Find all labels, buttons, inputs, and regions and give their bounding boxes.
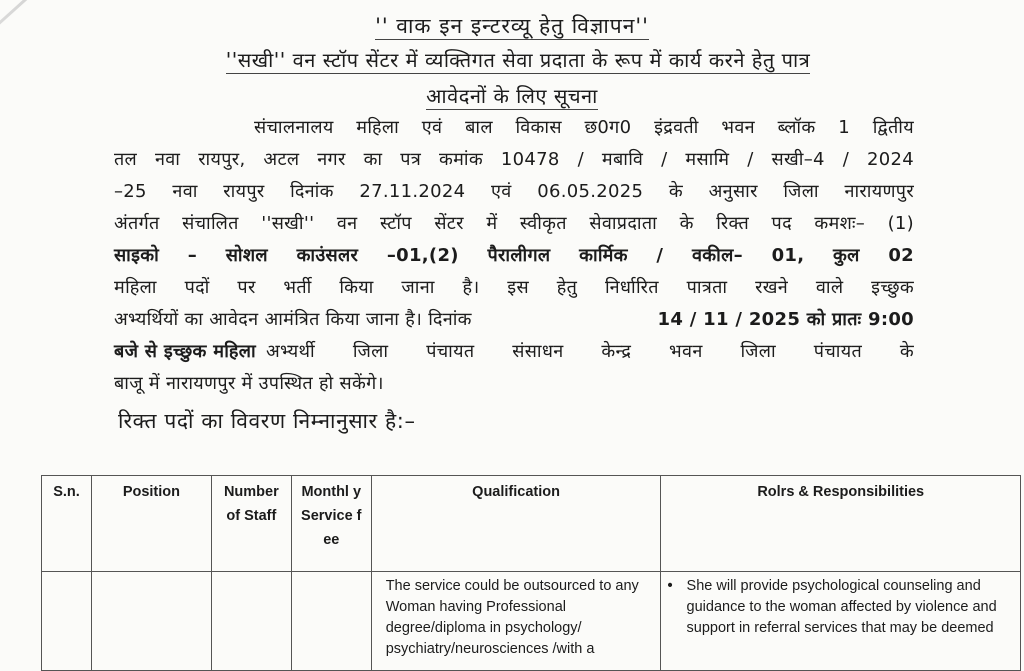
title-notice: आवेदनों के लिए सूचना: [426, 84, 598, 108]
cell-number-of-staff: [211, 572, 291, 671]
bullet-icon: •: [667, 578, 673, 594]
body-line-7: अभ्यर्थियों का आवेदन आमंत्रित किया जाना है। दिनांक 14 / 11 / 2025 को प्रातः 9:00: [114, 309, 914, 330]
title-walk-in-interview: '' वाक इन इन्टरव्यू हेतु विज्ञापन'': [375, 14, 649, 38]
body-line-9: बाजू में नारायणपुर में उपस्थित हो सकेंगे।: [114, 373, 384, 394]
header-sn: S.n.: [42, 476, 92, 572]
header-number-of-staff: Number of Staff: [211, 476, 291, 572]
cell-roles: [661, 572, 1021, 671]
roles-text: She will provide psychological counseling and guidance to the woman affected by violence and support in referral services that may be deemed: [686, 578, 997, 636]
vacancy-table: [41, 475, 1021, 671]
body-line-3: –25 नवा रायपुर दिनांक 27.11.2024 एवं 06.05.2025 के अनुसार जिला नारायणपुर: [114, 181, 914, 202]
body-line-6: महिला पदों पर भर्ती किया जाना है। इस हेतु निर्धारित पात्रता रखने वाले इच्छुक: [114, 277, 914, 298]
header-position: Position: [91, 476, 211, 572]
header-roles: Rolrs & Responsibilities: [661, 476, 1021, 572]
body-line-1: संचालनालय महिला एवं बाल विकास छ0ग0 इंद्रवती भवन ब्लॉक 1 द्वितीय: [254, 117, 914, 138]
body-line-5: साइको – सोशल काउंसलर –01,(2) पैरालीगल कार्मिक / वकील– 01, कुल 02: [114, 245, 914, 266]
header-monthly-fee: Monthl y Service fee: [291, 476, 371, 572]
table-header-row: [42, 476, 1021, 572]
cell-monthly-fee: [291, 572, 371, 671]
title-sakhi-center: ''सखी'' वन स्टॉप सेंटर में व्यक्तिगत सेवा प्रदाता के रूप में कार्य करने हेतु पात्र: [225, 48, 811, 72]
body-line-2: तल नवा रायपुर, अटल नगर का पत्र कमांक 10478 / मबावि / मसामि / सखी–4 / 2024: [114, 149, 914, 170]
vacancy-details-subheading: रिक्त पदों का विवरण निम्नानुसार है:–: [118, 409, 416, 433]
body-line-8: बजे से इच्छुक महिला अभ्यर्थी जिला पंचायत संसाधन केन्द्र भवन जिला पंचायत के: [114, 341, 914, 362]
roles-bullet-item: [667, 576, 1014, 639]
table-row: [42, 572, 1021, 671]
cell-position: [91, 572, 211, 671]
cell-qualification: The service could be outsourced to any Woman having Professional degree/diploma in psychology/ psychiatry/neurosciences /with a: [371, 572, 661, 671]
header-qualification: Qualification: [371, 476, 661, 572]
cell-sn: [42, 572, 92, 671]
body-line-4: अंतर्गत संचालित ''सखी'' वन स्टॉप सेंटर में स्वीकृत सेवाप्रदाता के रिक्त पद कमशः– (1): [114, 213, 914, 234]
